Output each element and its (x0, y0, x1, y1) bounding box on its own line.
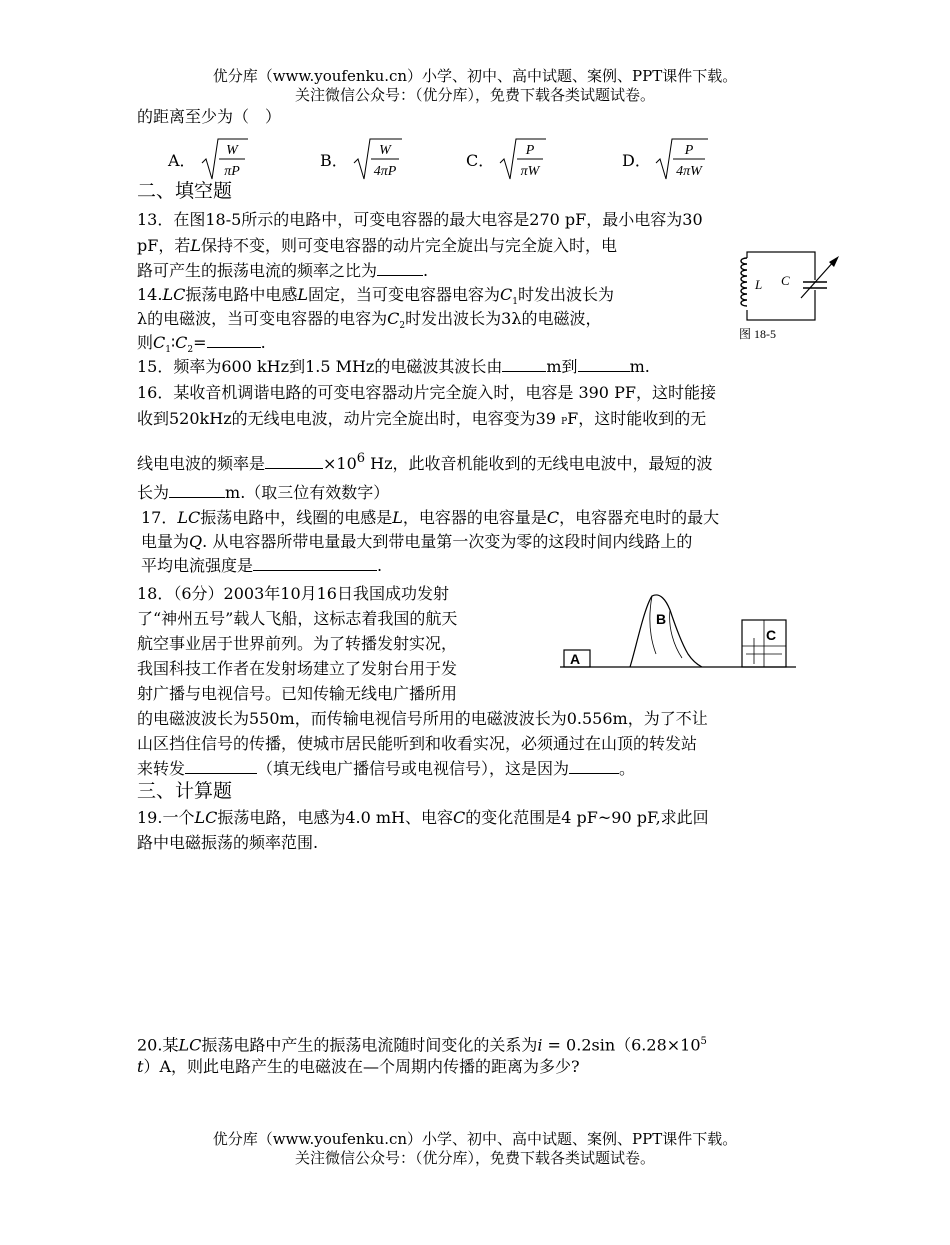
q19-line2: 路中电磁振荡的频率范围. (137, 833, 319, 852)
section-heading-calculation: 三、计算题 (137, 780, 233, 802)
q14-line3: 则$C_1∶C_2=$ . (137, 333, 266, 356)
q13-line3: 路可产生的振荡电流的频率之比为 . (137, 261, 429, 280)
answer-blank[interactable] (569, 759, 619, 774)
answer-blank[interactable] (502, 357, 546, 372)
q14-line1: 14.LC振荡电路中电感L固定，当可变电容器电容为$C_1$时发出波长为 (137, 285, 614, 308)
page-footer-line2: 关注微信公众号：（优分库），免费下载各类试题试卷。 (294, 1149, 655, 1167)
fraction-denominator: πP (224, 164, 240, 179)
q19-line1: 19.一个LC振荡电路，电感为4.0 mH、电容C的变化范围是4 pF~90 pF,求此回 (137, 808, 709, 827)
figure-18-5-lc-circuit (735, 244, 845, 344)
q16-line4: 长为 m.（取三位有效数字） (137, 483, 390, 502)
q13-line2: pF，若L保持不变，则可变电容器的动片完全旋出与完全旋入时，电 (137, 236, 617, 255)
option-label: D． (622, 151, 651, 170)
sqrt-fraction (654, 137, 710, 181)
page-header-line1: 优分库（www.youfenku.cn）小学、初中、高中试题、案例、PPT课件下载。 (212, 67, 738, 85)
figure-caption: 图 18-5 (739, 327, 776, 341)
fraction-numerator: P (525, 143, 535, 158)
q12-tail: 的距离至少为（ ） (137, 107, 282, 126)
q18-line6: 的电磁波波长为550m，而传输电视信号所用的电磁波波长为0.556m，为了不让 (137, 709, 708, 728)
q18-line7: 山区挡住信号的传播，使城市居民能听到和收看实况，必须通过在山顶的转发站 (137, 734, 698, 753)
option-label: C． (466, 151, 495, 170)
q17-line1: 17．LC振荡电路中，线圈的电感是L，电容器的电容量是C，电容器充电时的最大 (141, 508, 720, 527)
q14-line2: λ的电磁波，当可变电容器的电容为$C_2$时发出波长为3λ的电磁波， (137, 309, 602, 332)
q18-line8: 来转发 （填无线电广播信号或电视信号），这是因为 。 (137, 759, 636, 778)
answer-blank[interactable] (253, 556, 377, 571)
q16-line1: 16．某收音机调谐电路的可变电容器动片完全旋入时，电容是 390 PF，这时能接 (137, 383, 716, 402)
fraction-denominator: πW (520, 164, 540, 179)
sqrt-fraction (352, 137, 404, 181)
q18-line3: 航空事业居于世界前列。为了转播发射实况， (137, 634, 458, 653)
q18-figure-mountain-relay (556, 588, 800, 672)
q18-line1: 18．（6分）2003年10月16日我国成功发射 (137, 584, 449, 603)
sqrt-fraction (498, 137, 548, 181)
figure-label-c: C (781, 273, 790, 288)
figure-label-l: L (755, 277, 763, 292)
fraction-denominator: 4πW (676, 164, 702, 179)
section-heading-fill-blank: 二、填空题 (137, 180, 233, 202)
q16-line3: 线电电波的频率是 $\times 10^6$ Hz，此收音机能收到的无线电电波中，最短的波 (137, 451, 713, 473)
answer-blank[interactable] (169, 483, 225, 498)
q20-line2: t）A，则此电路产生的电磁波在—个周期内传播的距离为多少? (137, 1057, 580, 1076)
answer-blank[interactable] (265, 454, 323, 469)
answer-blank[interactable] (377, 261, 423, 276)
page-footer-line1: 优分库（www.youfenku.cn）小学、初中、高中试题、案例、PPT课件下载。 (212, 1130, 738, 1148)
option-label: B． (320, 151, 348, 170)
fraction-denominator: 4πP (373, 164, 397, 179)
fraction-numerator: P (684, 143, 694, 158)
answer-blank[interactable] (578, 357, 630, 372)
fraction-numerator: W (379, 143, 391, 158)
answer-blank[interactable] (185, 759, 257, 774)
q18-line2: 了“神州五号”载人飞船，这标志着我国的航天 (137, 609, 458, 628)
figure-label-c: C (766, 627, 777, 643)
q20-line1: 20.某LC振荡电路中产生的振荡电流随时间变化的关系为$i = 0.2\sin(6.28\times 10^5$ (137, 1035, 707, 1055)
figure-label-a: A (570, 651, 581, 667)
q13-line1: 13．在图18-5所示的电路中，可变电容器的最大电容是270 pF，最小电容为30 (137, 210, 703, 229)
answer-blank[interactable] (207, 333, 261, 348)
page-header-line2: 关注微信公众号：（优分库），免费下载各类试题试卷。 (294, 86, 655, 104)
q17-line3: 平均电流强度是 . (141, 556, 383, 575)
sqrt-fraction (200, 137, 250, 181)
q15-line: 15．频率为600 kHz到1.5 MHz的电磁波其波长由 m到 m. (137, 357, 650, 376)
figure-label-b: B (656, 611, 667, 627)
q16-line2: 收到520kHz的无线电电波，动片完全旋出时，电容变为39 PF，这时能收到的无 (137, 409, 707, 428)
q18-line4: 我国科技工作者在发射场建立了发射台用于发 (137, 659, 458, 678)
q17-line2: 电量为Q. 从电容器所带电量最大到带电量第一次变为零的这段时间内线路上的 (141, 532, 693, 551)
fraction-numerator: W (226, 143, 238, 158)
q18-line5: 射广播与电视信号。已知传输无线电广播所用 (137, 684, 458, 703)
option-label: A． (168, 151, 196, 170)
